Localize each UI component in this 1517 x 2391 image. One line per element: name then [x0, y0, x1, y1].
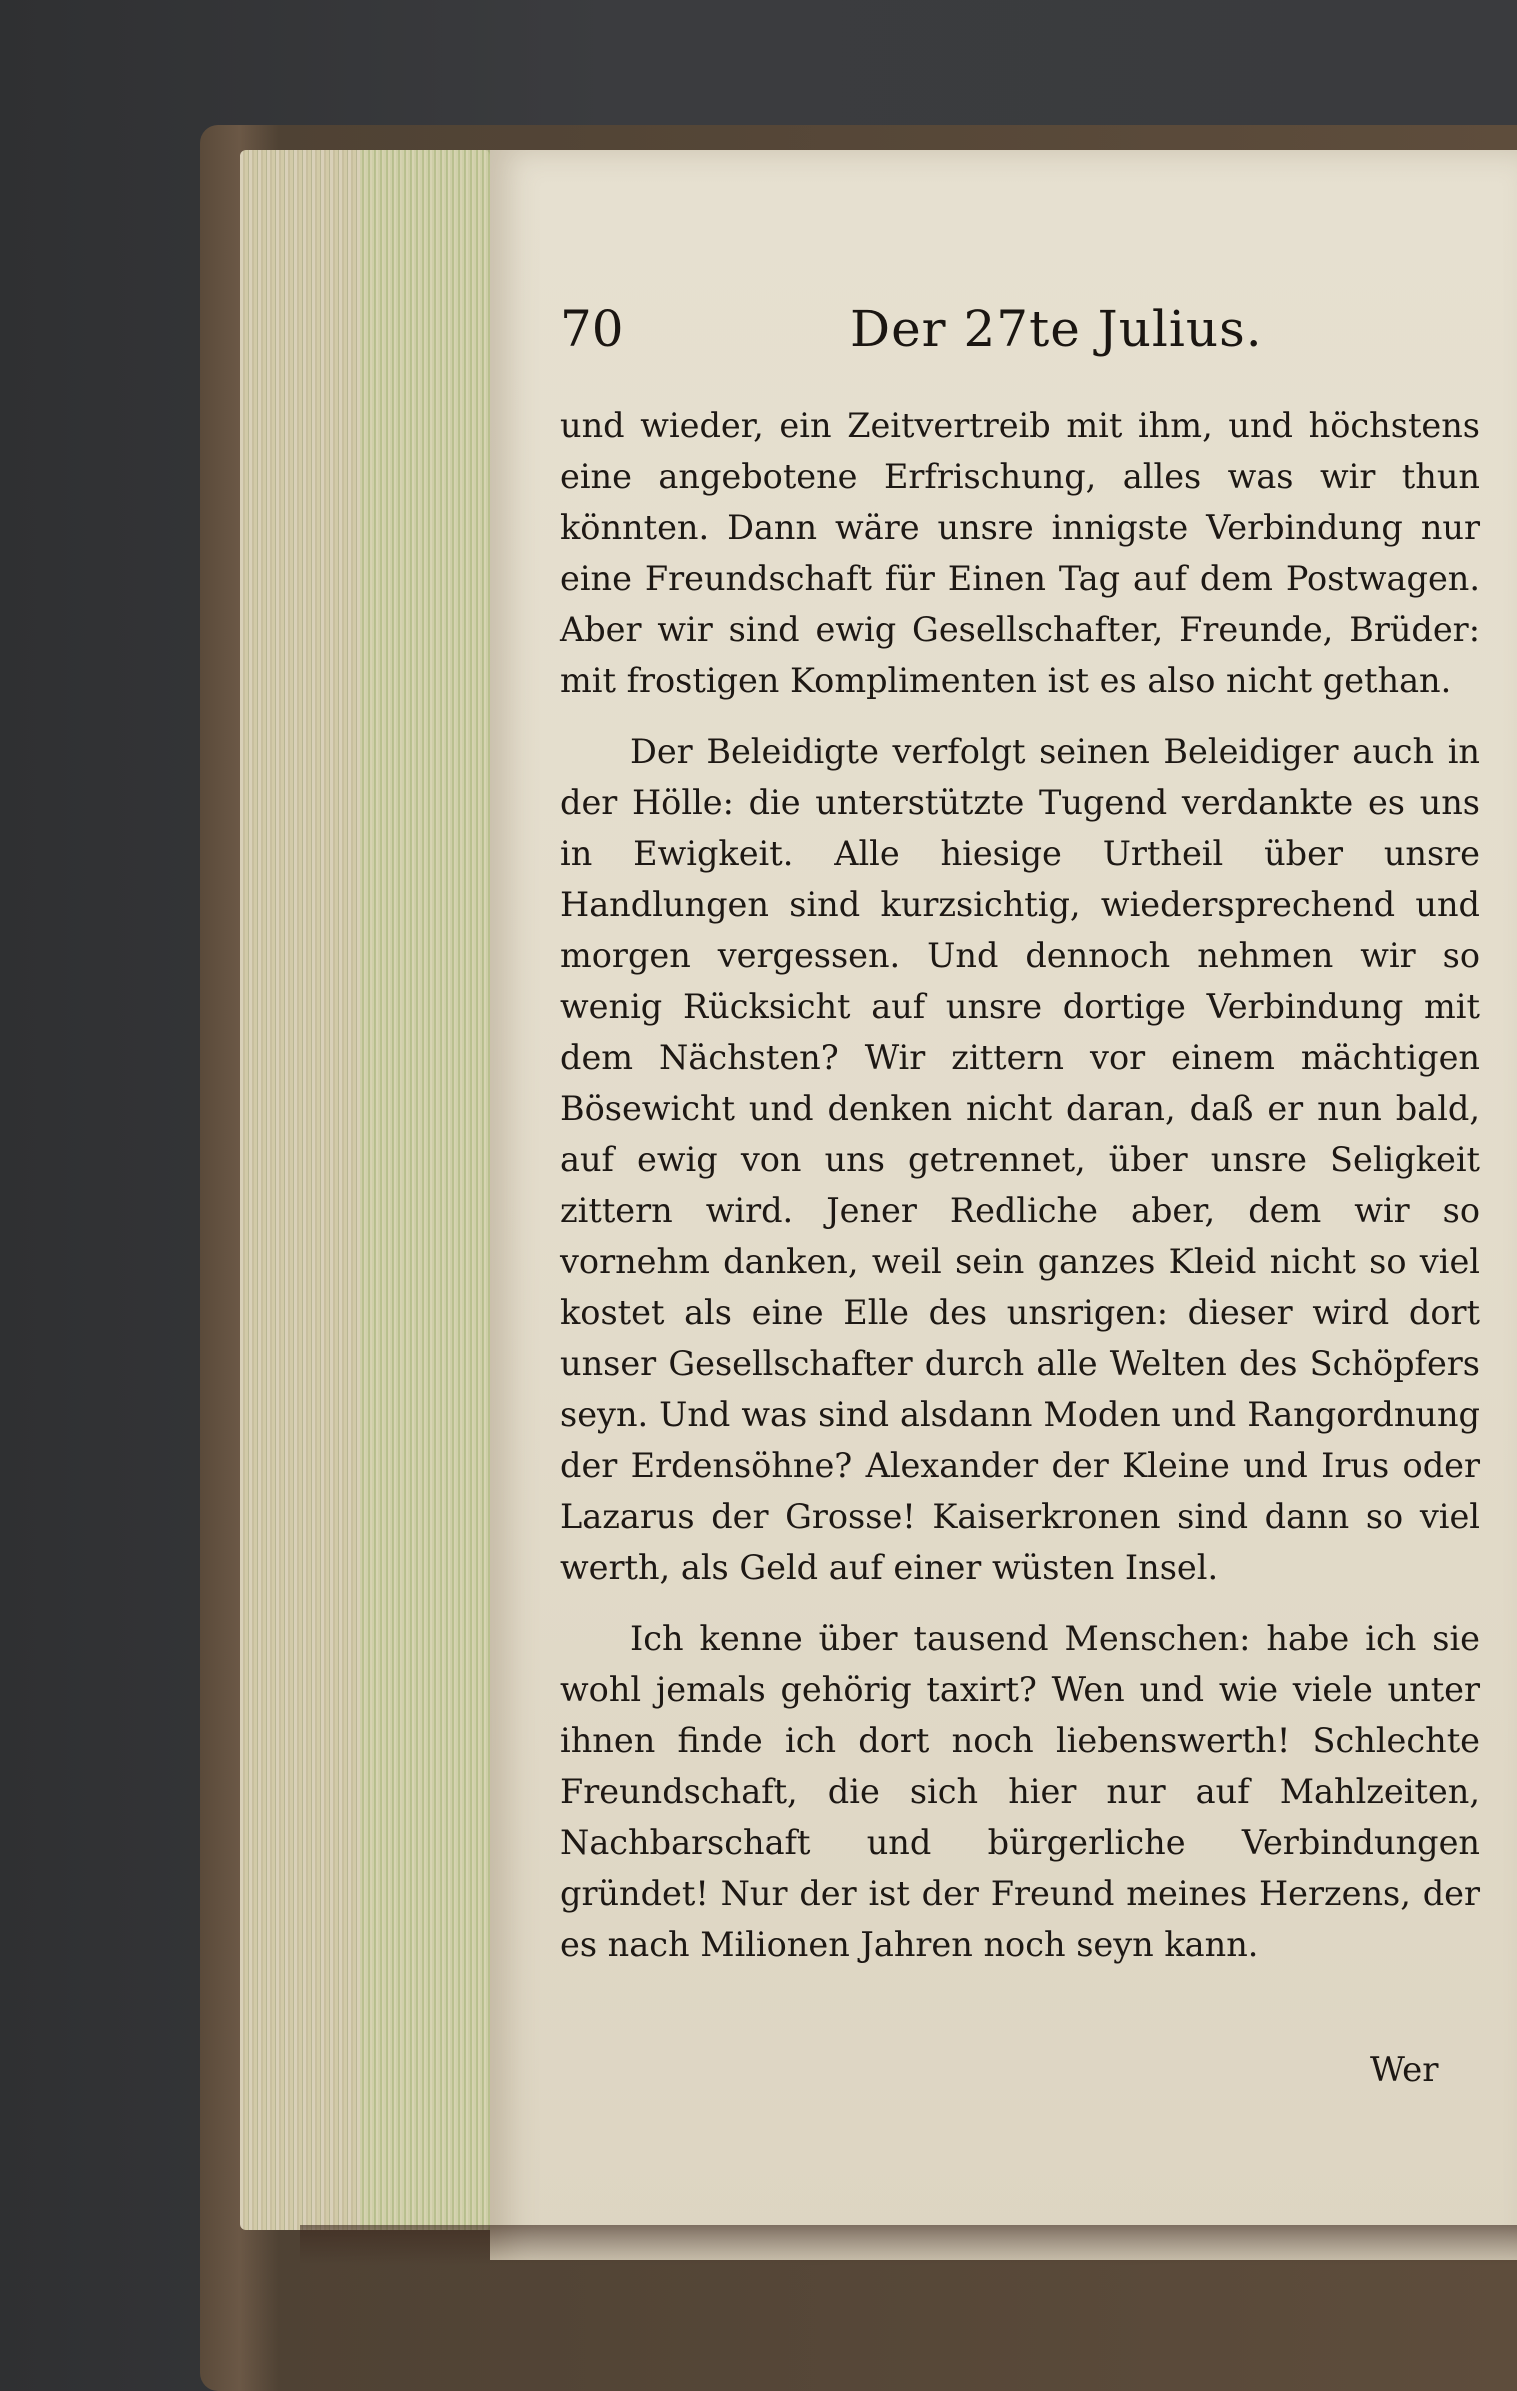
page-edges-tinted [360, 150, 490, 2230]
page-header [560, 300, 1480, 370]
page-bottom-shadow [300, 2225, 1517, 2265]
paragraph-2: Der Beleidigte verfolgt seinen Beleidiger auch in der Hölle: die unterstützte Tugend verdankte es uns in Ewigkeit. Alle hiesige Urtheil über unsre Handlungen sind kurzsichtig, wiedersprechend und morgen vergessen. Und dennoch nehmen wir so wenig Rücksicht auf unsre dortige Verbindung mit dem Nächsten? Wir zittern vor einem mächtigen Bösewicht und denken nicht daran, daß er nun bald, auf ewig von uns getrennet, über unsre Seligkeit zittern wird. Jener Redliche aber, dem wir so vornehm danken, weil sein ganzes Kleid nicht so viel kostet als eine Elle des unsrigen: dieser wird dort unser Gesellschafter durch alle Welten des Schöpfers seyn. Und was sind alsdann Moden und Rangordnung der Erdensöhne? Alexander der Kleine und Irus oder Lazarus der Grosse! Kaiserkronen sind dann so viel werth, als Geld auf einer wüsten Insel. [560, 732, 1480, 1587]
body-text [560, 400, 1480, 1990]
page-number: 70 [560, 300, 624, 358]
running-title: Der 27te Julius. [850, 300, 1263, 358]
paragraph-3: Ich kenne über tausend Menschen: habe ich sie wohl jemals gehörig taxirt? Wen und wie viele unter ihnen finde ich dort noch liebenswerth! Schlechte Freundschaft, die sich hier nur auf Mahlzeiten, Nachbarschaft und bürgerliche Verbindungen gründet! Nur der ist der Freund meines Herzens, der es nach Milionen Jahren noch seyn kann. [560, 1619, 1480, 1964]
catchword: Wer [1370, 2050, 1439, 2090]
paragraph-1: und wieder, ein Zeitvertreib mit ihm, und höchstens eine angebotene Erfrischung, alles was wir thun könnten. Dann wäre unsre innigste Verbindung nur eine Freundschaft für Einen Tag auf dem Postwagen. Aber wir sind ewig Gesellschafter, Freunde, Brüder: mit frostigen Komplimenten ist es also nicht gethan. [560, 406, 1480, 700]
